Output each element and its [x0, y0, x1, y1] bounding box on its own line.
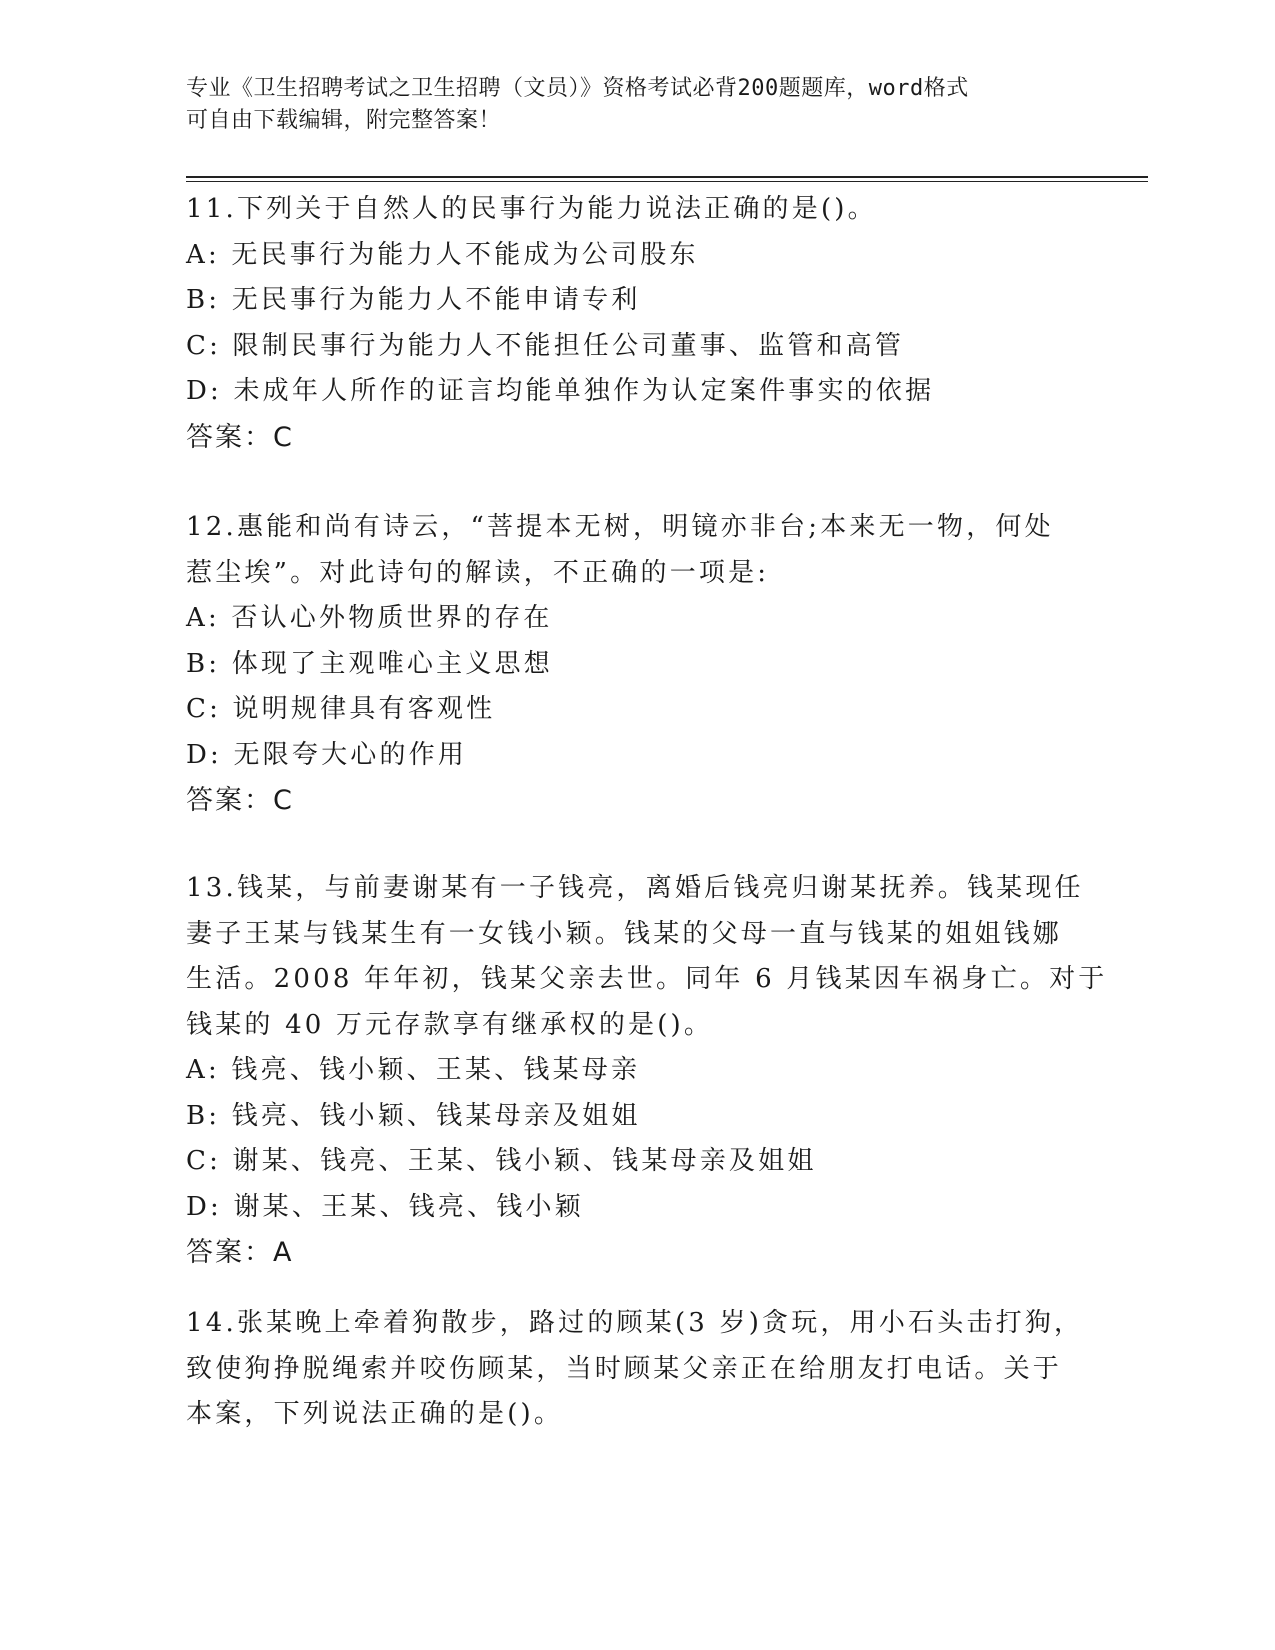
question-stem: 惹尘埃”。对此诗句的解读，不正确的一项是:: [186, 557, 770, 588]
option-b: B: 无民事行为能力人不能申请专利: [186, 285, 641, 315]
header-divider-thin: [186, 181, 1148, 182]
answer-label: 答案：C: [186, 421, 294, 453]
option-b: B: 体现了主观唯心主义思想: [186, 648, 553, 679]
question-stem: 本案，下列说法正确的是()。: [186, 1399, 564, 1429]
option-b: B: 钱亮、钱小颖、钱某母亲及姐姐: [186, 1100, 641, 1131]
document-header: [186, 73, 1066, 137]
question-stem: 致使狗挣脱绳索并咬伤顾某，当时顾某父亲正在给朋友打电话。关于: [186, 1353, 1063, 1384]
option-a: A: 钱亮、钱小颖、王某、钱某母亲: [186, 1055, 641, 1085]
question-stem: 妻子王某与钱某生有一女钱小颖。钱某的父母一直与钱某的姐姐钱娜: [186, 918, 1063, 949]
question-stem: 11.下列关于自然人的民事行为能力说法正确的是()。: [186, 194, 877, 224]
header-title-line-2: 可自由下载编辑，附完整答案！: [186, 108, 502, 133]
option-c: C: 说明规律具有客观性: [186, 694, 496, 724]
question-stem: 钱某的 40 万元存款享有继承权的是()。: [186, 1009, 714, 1040]
option-d: D: 谢某、王某、钱亮、钱小颖: [186, 1191, 584, 1222]
answer-label: 答案：C: [186, 785, 294, 816]
question-13: [186, 866, 1108, 1276]
option-a: A: 否认心外物质世界的存在: [186, 603, 553, 633]
header-divider-thick: [186, 176, 1148, 178]
question-stem: 14.张某晚上牵着狗散步，路过的顾某(3 岁)贪玩，用小石头击打狗，: [186, 1308, 1084, 1338]
header-title-line-1: 专业《卫生招聘考试之卫生招聘（文员）》资格考试必背200题题库，word格式: [186, 76, 969, 101]
answer-label: 答案：A: [186, 1237, 294, 1268]
question-11: [186, 187, 1066, 460]
question-stem: 12.惠能和尚有诗云，“菩提本无树，明镜亦非台;本来无一物，何处: [186, 512, 1054, 542]
option-a: A: 无民事行为能力人不能成为公司股东: [186, 239, 699, 270]
question-14: [186, 1301, 1084, 1438]
question-12: [186, 505, 1066, 824]
option-c: C: 限制民事行为能力人不能担任公司董事、监管和高管: [186, 330, 905, 361]
question-stem: 13.钱某，与前妻谢某有一子钱亮，离婚后钱亮归谢某抚养。钱某现任: [186, 873, 1084, 903]
question-stem: 生活。2008 年年初，钱某父亲去世。同年 6 月钱某因车祸身亡。对于: [186, 964, 1108, 994]
option-d: D: 未成年人所作的证言均能单独作为认定案件事实的依据: [186, 376, 935, 406]
option-c: C: 谢某、钱亮、王某、钱小颖、钱某母亲及姐姐: [186, 1146, 817, 1176]
option-d: D: 无限夸大心的作用: [186, 739, 468, 770]
